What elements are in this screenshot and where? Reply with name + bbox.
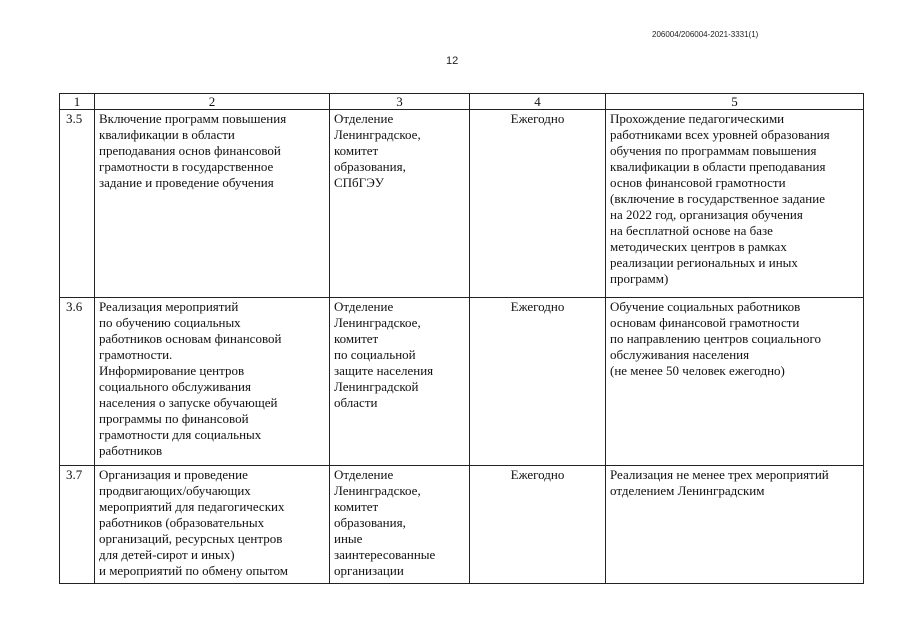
responsible-cell-line: образования,: [334, 159, 406, 174]
result-cell-line: Обучение социальных работников: [610, 299, 801, 314]
activity-cell-line: для детей-сирот и иных): [99, 547, 235, 562]
responsible-cell-line: Отделение: [334, 467, 394, 482]
responsible-cell-line: комитет: [334, 331, 379, 346]
result-cell-line: основ финансовой грамотности: [610, 175, 786, 190]
table-row: [60, 466, 864, 584]
responsible-cell-line: комитет: [334, 143, 379, 158]
activity-cell-line: и мероприятий по обмену опытом: [99, 563, 289, 578]
column-header-4: 4: [470, 94, 606, 110]
activity-cell: [95, 466, 330, 584]
responsible-cell: [330, 298, 470, 466]
activity-cell-line: грамотности для социальных: [99, 427, 262, 442]
responsible-cell: [330, 466, 470, 584]
responsible-cell-line: иные: [334, 531, 363, 546]
result-cell-line: квалификации в области преподавания: [610, 159, 826, 174]
row-number: 3.5: [60, 110, 95, 298]
result-cell-line: по направлению центров социального: [610, 331, 821, 346]
page-number: 12: [446, 55, 459, 67]
activity-cell: [95, 298, 330, 466]
responsible-cell-line: СПбГЭУ: [334, 175, 384, 190]
activity-cell-line: продвигающих/обучающих: [99, 483, 251, 498]
period-cell: Ежегодно: [470, 298, 606, 466]
result-cell-line: работниками всех уровней образования: [610, 127, 830, 142]
result-cell-line: на бесплатной основе на базе: [610, 223, 773, 238]
result-cell: [606, 298, 864, 466]
column-header-3: 3: [330, 94, 470, 110]
activity-cell-line: Организация и проведение: [99, 467, 248, 482]
responsible-cell-line: Ленинградской: [334, 379, 419, 394]
activity-cell-line: Реализация мероприятий: [99, 299, 239, 314]
period-cell: Ежегодно: [470, 466, 606, 584]
responsible-cell-line: комитет: [334, 499, 379, 514]
plan-table: [59, 93, 864, 584]
result-cell-line: методических центров в рамках: [610, 239, 787, 254]
activity-cell-line: преподавания основ финансовой: [99, 143, 281, 158]
result-cell-line: (не менее 50 человек ежегодно): [610, 363, 785, 378]
result-cell-line: Реализация не менее трех мероприятий: [610, 467, 829, 482]
activity-cell-line: социального обслуживания: [99, 379, 251, 394]
responsible-cell-line: Ленинградское,: [334, 483, 421, 498]
result-cell-line: на 2022 год, организация обучения: [610, 207, 803, 222]
result-cell-line: (включение в государственное задание: [610, 191, 825, 206]
table-row: [60, 298, 864, 466]
responsible-cell-line: защите населения: [334, 363, 434, 378]
row-number: 3.7: [60, 466, 95, 584]
responsible-cell: [330, 110, 470, 298]
responsible-cell-line: организации: [334, 563, 404, 578]
document-id: 206004/206004-2021-3331(1): [652, 30, 759, 39]
activity-cell-line: квалификации в области: [99, 127, 235, 142]
result-cell-line: обучения по программам повышения: [610, 143, 817, 158]
row-number: 3.6: [60, 298, 95, 466]
activity-cell-line: Включение программ повышения: [99, 111, 287, 126]
responsible-cell-line: Ленинградское,: [334, 127, 421, 142]
result-cell-line: Прохождение педагогическими: [610, 111, 785, 126]
responsible-cell-line: области: [334, 395, 378, 410]
column-header-1: 1: [60, 94, 95, 110]
result-cell-line: обслуживания населения: [610, 347, 750, 362]
table-body: [60, 110, 864, 584]
result-cell: [606, 110, 864, 298]
responsible-cell-line: заинтересованные: [334, 547, 436, 562]
responsible-cell-line: образования,: [334, 515, 406, 530]
activity-cell-line: грамотности в государственное: [99, 159, 274, 174]
result-cell-line: основам финансовой грамотности: [610, 315, 800, 330]
result-cell-line: реализации региональных и иных: [610, 255, 798, 270]
activity-cell-line: грамотности.: [99, 347, 173, 362]
result-cell-line: отделением Ленинградским: [610, 483, 765, 498]
responsible-cell-line: Ленинградское,: [334, 315, 421, 330]
activity-cell-line: работников (образовательных: [99, 515, 265, 530]
activity-cell-line: мероприятий для педагогических: [99, 499, 285, 514]
header-row: [60, 94, 864, 110]
activity-cell-line: программы по финансовой: [99, 411, 249, 426]
column-header-5: 5: [606, 94, 864, 110]
result-cell: [606, 466, 864, 584]
activity-cell-line: работников основам финансовой: [99, 331, 282, 346]
table-row: [60, 110, 864, 298]
responsible-cell-line: Отделение: [334, 299, 394, 314]
activity-cell-line: работников: [99, 443, 163, 458]
responsible-cell-line: Отделение: [334, 111, 394, 126]
activity-cell-line: Информирование центров: [99, 363, 245, 378]
activity-cell-line: организаций, ресурсных центров: [99, 531, 283, 546]
activity-cell: [95, 110, 330, 298]
result-cell-line: программ): [610, 271, 669, 286]
responsible-cell-line: по социальной: [334, 347, 416, 362]
activity-cell-line: по обучению социальных: [99, 315, 241, 330]
activity-cell-line: задание и проведение обучения: [99, 175, 274, 190]
activity-cell-line: населения о запуске обучающей: [99, 395, 278, 410]
column-header-2: 2: [95, 94, 330, 110]
period-cell: Ежегодно: [470, 110, 606, 298]
